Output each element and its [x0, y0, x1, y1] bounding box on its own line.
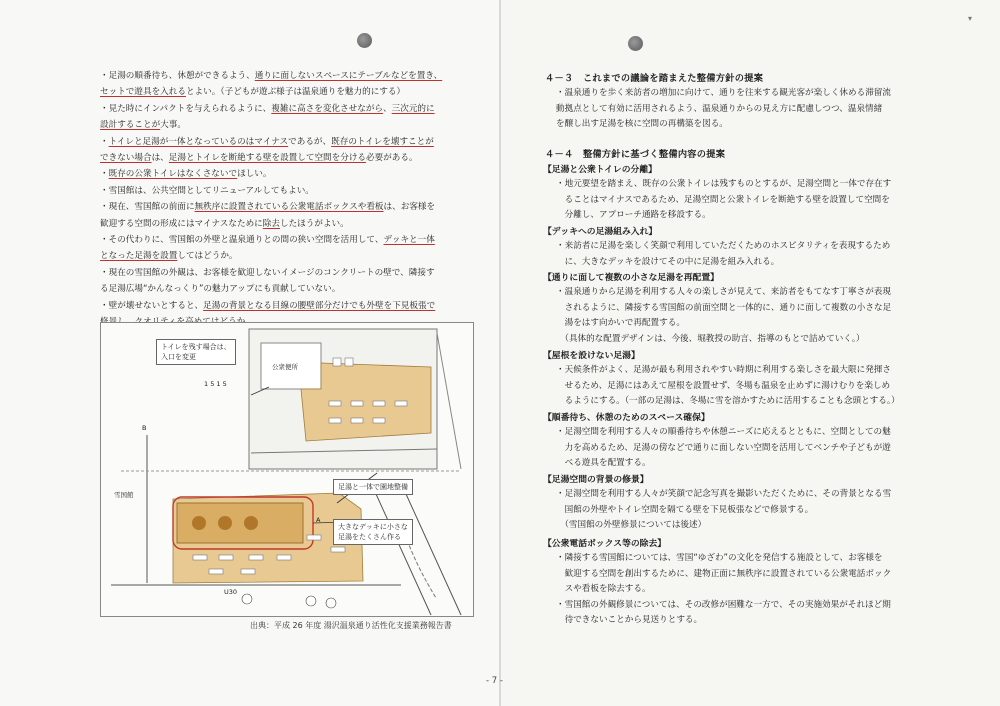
- marker-1515: 1 5 1 5: [204, 380, 227, 388]
- bullet-text: 必要がある。: [366, 153, 418, 164]
- bullet-line: [100, 150, 488, 166]
- policy-line: を醸し出す足湯を核に空間の再構築を図る。: [556, 119, 728, 130]
- corner-mark: ▾: [968, 14, 973, 23]
- underlined-text: 複雑に高さを変化させながら: [271, 103, 384, 114]
- bullet-text: ・現在、雪国館の前面に: [100, 202, 195, 213]
- section-title: 【足湯と公衆トイレの分離】: [543, 165, 657, 175]
- marker-u30: U30: [224, 588, 238, 596]
- bullet-line: [100, 216, 488, 232]
- page-number: - 7 -: [486, 676, 503, 686]
- section-line: 国館の外壁やトイレ空間を隔てる壁を下見板張などで修景する。: [556, 504, 814, 515]
- figure-caption: 出典：平成 26 年度 湯沢温泉通り活性化支援業務報告書: [250, 621, 452, 630]
- policy-line: ・温泉通りを歩く来訪者の増加に向けて、通りを往来する観光客が楽しく休める滞留流: [556, 88, 891, 98]
- bullet-text: ・壁が壊せないとすると、: [100, 300, 204, 311]
- underlined-text: 無秩序に設置されている公衆電話ボックスや看板: [194, 202, 384, 213]
- section-body: [556, 177, 948, 224]
- underlined-text: となった足湯を設置: [100, 251, 178, 262]
- bullet-line: [100, 101, 488, 117]
- underlined-text: 通りに面しないスペースにテーブルなどを置き、: [254, 71, 443, 81]
- bullet-text: 大事。: [160, 120, 186, 131]
- site-plan-figure: [100, 322, 474, 617]
- policy-paragraph: [556, 86, 946, 133]
- bullet-text: ・雪国館は、公共空間としてリニューアルしてもよい。: [100, 185, 314, 196]
- section-line: ・足湯空間を利用する人々の順番待ちや休憩ニーズに応えるとともに、空間としての魅: [556, 427, 891, 437]
- bullet-line: [100, 265, 488, 281]
- underlined-text: 足湯の背景となる目線の腰壁部分だけでも外壁を下見板張で: [203, 300, 436, 311]
- section-line: べる遊具を配置する。: [556, 458, 651, 469]
- underlined-text: 既存の公衆トイレはなくさないで: [108, 169, 238, 180]
- bullet-text: は、お客様を: [383, 202, 436, 213]
- underlined-text: デッキと一体: [383, 235, 435, 246]
- bullet-line: [100, 183, 488, 199]
- section-line: ・温泉通りから足湯を利用する人々の楽しさが見えて、来訪者をもてなす丁寧さが表現: [556, 287, 891, 297]
- policy-line: 動拠点として有効に活用されるよう、温泉通りからの見え方に配慮しつつ、温泉情緒: [556, 103, 883, 114]
- section-title: 【屋根を設けない足湯】: [543, 351, 640, 361]
- toilet-entrance-callout: トイレを残す場合は、 入口を変更: [156, 339, 236, 365]
- bullet-line: [100, 84, 488, 100]
- section-line: ・足湯空間を利用する人々が笑顔で記念写真を撮影いただくために、その背景となる雪: [556, 489, 892, 499]
- bullet-text: は、: [151, 153, 169, 164]
- section-line: ・来訪者に足湯を楽しく笑顔で利用していただくためのホスピタリティを表現するため: [556, 241, 891, 251]
- section-b-label: B: [142, 424, 147, 432]
- binder-hole-left: [357, 33, 372, 48]
- building-label: 雪国館: [114, 491, 134, 499]
- bullet-text: る足湯広場“かんなっくり”の魅力アップにも貢献していない。: [100, 284, 341, 295]
- bullet-line: [100, 248, 488, 264]
- section-title: 【公衆電話ボックス等の除去】: [543, 539, 667, 549]
- bullet-line: [100, 117, 488, 133]
- bullet-text: ほしい。: [237, 169, 272, 180]
- bullet-text: したほうがよい。: [279, 218, 349, 229]
- section-line: るようにする。（一部の足湯は、冬場に雪を溶かすために活用することも念頭とする。）: [556, 396, 900, 407]
- binder-hole-right: [628, 36, 643, 51]
- section-line: せるため、足湯にはあえて屋根を設置せず、冬場も温泉を止めずに湯けむりを楽しめ: [556, 380, 891, 391]
- toilet-area-label: 公衆便所: [272, 363, 298, 371]
- underlined-text: セットで遊具を入れる: [100, 87, 186, 98]
- underlined-text: 設計することが: [100, 120, 161, 131]
- bullet-line: [100, 134, 488, 150]
- section-line: されるように、隣接する雪国館の前面空間と一体的に、通りに面して複数の小さな足: [556, 302, 892, 313]
- section-line: ・地元要望を踏まえ、既存の公衆トイレは残すものとするが、足湯空間と一体で存在す: [556, 179, 892, 189]
- section-body: [556, 425, 948, 472]
- bullet-text: 、: [383, 103, 392, 114]
- page-fold: [499, 0, 501, 706]
- underlined-text: 除去: [262, 218, 280, 229]
- bullet-text: ・その代わりに、雪国館の外壁と温泉通りとの間の狭い空間を活用して、: [100, 235, 384, 246]
- section-line: （具体的な配置デザインは、今後、堀教授の助言、指導のもとで詰めていく。）: [556, 333, 865, 344]
- heading-4-3: ４－３ これまでの議論を踏まえた整備方針の提案: [545, 73, 764, 84]
- bullet-line: [100, 281, 488, 297]
- deck-footbath-callout: 大きなデッキに小さな 足湯をたくさん作る: [333, 519, 413, 545]
- underlined-text: 既存のトイレを壊すことが: [331, 136, 434, 147]
- underlined-text: トイレと足湯が一体となっているのはマイナス: [108, 136, 289, 147]
- footbath-park-callout: 足湯と一体で園地整備: [333, 479, 413, 495]
- bullet-line: [100, 298, 488, 314]
- bullet-text: ・現在の雪国館の外観は、お客様を歓迎しないイメージのコンクリートの壁で、隣接す: [100, 267, 435, 278]
- heading-4-4: ４－４ 整備方針に基づく整備内容の提案: [545, 149, 726, 160]
- bullet-line: [100, 232, 488, 248]
- bullet-text: ・足湯の順番待ち、休憩ができるよう、: [100, 71, 255, 81]
- section-title: 【通りに面して複数の小さな足湯を再配置】: [543, 273, 719, 283]
- bullet-text: とよい。（子どもが遊ぶ様子は温泉通りを魅力的にする）: [185, 87, 406, 98]
- section-line: 湯をはす向かいで再配置する。: [556, 318, 685, 329]
- section-line: ・天候条件がよく、足湯が最も利用されやすい時期に利用する楽しさを最大限に発揮さ: [556, 365, 891, 375]
- bullet-text: であるが、: [288, 136, 332, 147]
- bullet-text: ・: [100, 169, 109, 180]
- bullet-text: 歓迎する空間の形成にはマイナスなために: [100, 218, 263, 229]
- section-title: 【順番待ち、休憩のためのスペース確保】: [543, 413, 710, 423]
- underlined-text: 三次元的に: [391, 103, 435, 114]
- bullet-line: [100, 68, 488, 84]
- section-line: ・隣接する雪国館については、雪国“ゆざわ”の文化を発信する施設として、お客様を: [556, 553, 883, 563]
- section-body: [556, 551, 948, 629]
- section-title: 【デッキへの足湯組み入れ】: [543, 227, 658, 237]
- section-body: [556, 285, 948, 347]
- bullet-text: してはどうか。: [177, 251, 238, 262]
- section-line: 力を高めるため、足湯の傍などで通りに面しない空間を活用してベンチや子どもが遊: [556, 442, 891, 453]
- section-body: [556, 363, 948, 410]
- bullet-text: ・: [100, 136, 109, 147]
- section-title: 【足湯空間の背景の修景】: [543, 475, 649, 485]
- section-line: （雪国館の外壁修景については後述）: [556, 520, 707, 531]
- section-a-label: A: [316, 516, 321, 524]
- section-line: 分離し、アプローチ通路を移設する。: [556, 210, 711, 221]
- section-line: 歓迎する空間を創出するために、建物正面に無秩序に設置されている公衆電話ボック: [556, 568, 892, 579]
- section-body: [556, 487, 948, 534]
- underlined-text: できない場合: [100, 153, 152, 164]
- underlined-text: 足湯とトイレを断絶する壁を設置して空間を分ける: [168, 153, 367, 164]
- bullet-text: ・見た時にインパクトを与えられるように、: [100, 103, 272, 114]
- bullet-line: [100, 166, 488, 182]
- discussion-bullets: [100, 68, 488, 331]
- section-line: スや看板を除去する。: [556, 584, 651, 595]
- section-line: 待できないことから見送りとする。: [556, 615, 703, 626]
- section-line: ることはマイナスであるため、足湯空間と公衆トイレを断絶する壁を設置して空間を: [556, 194, 890, 205]
- bullet-line: [100, 199, 488, 215]
- section-line: に、大きなデッキを設けてその中に足湯を組み入れる。: [556, 256, 780, 267]
- section-body: [556, 239, 948, 270]
- section-line: ・雪国館の外観修景については、その改修が困難な一方で、その実施効果がそれほど期: [556, 599, 891, 610]
